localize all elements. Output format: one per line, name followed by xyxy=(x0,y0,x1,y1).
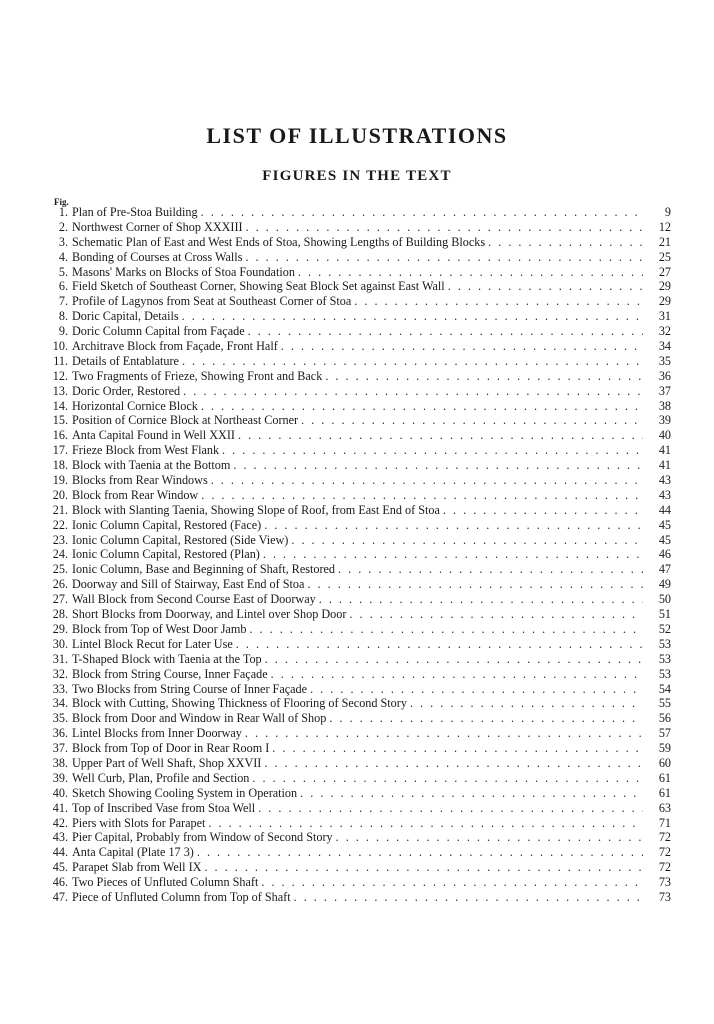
figure-entry xyxy=(46,547,671,562)
figure-page-number: 53 xyxy=(658,666,671,681)
figure-entry xyxy=(46,696,671,711)
figure-number: 13. xyxy=(52,383,68,398)
figure-number: 32. xyxy=(52,666,68,681)
figure-number: 3. xyxy=(58,234,68,249)
figure-entry xyxy=(46,324,671,339)
figure-title: Masons' Marks on Blocks of Stoa Foundation xyxy=(72,264,295,279)
figure-entry xyxy=(46,294,671,309)
figure-title: Piers with Slots for Parapet xyxy=(72,815,206,830)
figure-title: Anta Capital (Plate 17 3) xyxy=(72,845,194,860)
dot-leader xyxy=(248,324,643,339)
figure-page-number: 29 xyxy=(658,294,671,309)
figure-title: Two Fragments of Frieze, Showing Front and Back xyxy=(72,368,323,383)
figure-page-number: 45 xyxy=(658,517,671,532)
figure-number: 37. xyxy=(52,741,68,756)
figure-page-number: 44 xyxy=(658,502,671,517)
figure-number: 20. xyxy=(52,487,68,502)
dot-leader xyxy=(443,503,643,518)
figure-title: Northwest Corner of Shop XXXIII xyxy=(72,219,243,234)
dot-leader xyxy=(307,577,643,592)
dot-leader xyxy=(238,428,643,443)
figure-page-number: 61 xyxy=(658,785,671,800)
figure-title: Schematic Plan of East and West Ends of Stoa, Showing Lengths of Building Blocks xyxy=(72,234,486,249)
figure-page-number: 57 xyxy=(658,726,671,741)
figure-entry xyxy=(46,890,671,905)
figure-title: Two Pieces of Unfluted Column Shaft xyxy=(72,875,259,890)
figure-entry xyxy=(46,682,671,697)
dot-leader xyxy=(201,399,643,414)
figure-page-number: 60 xyxy=(658,755,671,770)
figure-title: Frieze Block from West Flank xyxy=(72,443,220,458)
figure-entry xyxy=(46,711,671,726)
dot-leader xyxy=(319,592,643,607)
figure-page-number: 72 xyxy=(658,830,671,845)
figure-entry xyxy=(46,413,671,428)
dot-leader xyxy=(233,458,643,473)
figure-page-number: 38 xyxy=(658,398,671,413)
figure-page-number: 49 xyxy=(658,577,671,592)
figure-number: 46. xyxy=(52,875,68,890)
figure-title: Upper Part of Well Shaft, Shop XXVII xyxy=(72,755,262,770)
figure-title: Top of Inscribed Vase from Stoa Well xyxy=(72,800,256,815)
dot-leader xyxy=(211,473,643,488)
dot-leader xyxy=(261,875,643,890)
figure-page-number: 21 xyxy=(658,234,671,249)
figure-number: 44. xyxy=(52,845,68,860)
figure-page-number: 53 xyxy=(658,636,671,651)
figure-number: 15. xyxy=(52,413,68,428)
figure-title: Anta Capital Found in Well XXII xyxy=(72,428,235,443)
page-title: LIST OF ILLUSTRATIONS xyxy=(206,123,508,148)
figure-entry xyxy=(46,607,671,622)
figure-page-number: 37 xyxy=(658,383,671,398)
figure-title: Parapet Slab from Well IX xyxy=(72,860,202,875)
figure-number: 26. xyxy=(52,577,68,592)
figure-number: 14. xyxy=(52,398,68,413)
figure-entry xyxy=(46,637,671,652)
figure-number: 1. xyxy=(58,205,68,219)
dot-leader xyxy=(208,816,643,831)
figure-entry xyxy=(46,816,671,831)
figure-entry xyxy=(46,726,671,741)
figure-entry xyxy=(46,577,671,592)
figure-number: 41. xyxy=(52,800,68,815)
dot-leader xyxy=(245,250,643,265)
figure-number: 38. xyxy=(52,755,68,770)
figure-entry xyxy=(46,384,671,399)
figure-number: 47. xyxy=(52,889,68,904)
dot-leader xyxy=(300,786,643,801)
figure-entry xyxy=(46,339,671,354)
figure-number: 25. xyxy=(52,562,68,577)
figure-page-number: 25 xyxy=(658,249,671,264)
figure-number: 22. xyxy=(52,517,68,532)
figure-title: Details of Entablature xyxy=(72,353,179,368)
figure-entry xyxy=(46,354,671,369)
dot-leader xyxy=(245,726,643,741)
figure-entry xyxy=(46,562,671,577)
dot-leader xyxy=(291,533,643,548)
figure-page-number: 50 xyxy=(658,592,671,607)
figure-page-number: 46 xyxy=(658,547,671,562)
figure-title: Block from String Course, Inner Façade xyxy=(72,666,268,681)
figure-page-number: 35 xyxy=(658,353,671,368)
dot-leader xyxy=(298,265,643,280)
figure-number: 6. xyxy=(58,279,68,294)
figure-title: Doric Capital, Details xyxy=(72,309,179,324)
figure-number: 34. xyxy=(52,696,68,711)
figure-entry xyxy=(46,503,671,518)
dot-leader xyxy=(204,860,643,875)
dot-leader xyxy=(182,309,643,324)
figure-entry xyxy=(46,741,671,756)
figure-entry xyxy=(46,235,671,250)
figure-number: 39. xyxy=(52,770,68,785)
dot-leader xyxy=(182,354,643,369)
figure-entry xyxy=(46,488,671,503)
figure-number: 24. xyxy=(52,547,68,562)
figure-title: Ionic Column Capital, Restored (Side View) xyxy=(72,532,289,547)
figure-entry xyxy=(46,786,671,801)
figure-title: Plan of Pre-Stoa Building xyxy=(72,205,198,219)
dot-leader xyxy=(222,443,643,458)
figure-title: Doric Order, Restored xyxy=(72,383,181,398)
figure-number: 31. xyxy=(52,651,68,666)
figure-page-number: 54 xyxy=(658,681,671,696)
figure-title: Block from Top of Door in Rear Room I xyxy=(72,741,270,756)
figure-number: 43. xyxy=(52,830,68,845)
figure-page-number: 55 xyxy=(658,696,671,711)
dot-leader xyxy=(264,518,643,533)
figure-title: Block with Taenia at the Bottom xyxy=(72,458,231,473)
figure-number: 23. xyxy=(52,532,68,547)
dot-leader xyxy=(336,830,643,845)
figure-entry xyxy=(46,518,671,533)
figure-number: 21. xyxy=(52,502,68,517)
figure-number: 45. xyxy=(52,860,68,875)
figure-entry xyxy=(46,279,671,294)
figure-number: 16. xyxy=(52,428,68,443)
figure-entry xyxy=(46,875,671,890)
figure-title: Blocks from Rear Windows xyxy=(72,473,208,488)
figure-title: Bonding of Courses at Cross Walls xyxy=(72,249,243,264)
figure-entry xyxy=(46,473,671,488)
figure-title: Pier Capital, Probably from Window of Second Story xyxy=(72,830,333,845)
dot-leader xyxy=(354,294,643,309)
figure-number: 17. xyxy=(52,443,68,458)
figure-number: 36. xyxy=(52,726,68,741)
figure-page-number: 40 xyxy=(658,428,671,443)
figure-page-number: 47 xyxy=(658,562,671,577)
figure-title: Position of Cornice Block at Northeast Corner xyxy=(72,413,299,428)
figure-page-number: 73 xyxy=(658,889,671,904)
figure-entry xyxy=(46,592,671,607)
dot-leader xyxy=(301,413,643,428)
figure-page-number: 29 xyxy=(658,279,671,294)
figure-number: 18. xyxy=(52,458,68,473)
figure-title: Block from Rear Window xyxy=(72,487,199,502)
figure-title: Ionic Column Capital, Restored (Plan) xyxy=(72,547,260,562)
figure-page-number: 53 xyxy=(658,651,671,666)
dot-leader xyxy=(265,652,643,667)
figure-page-number: 51 xyxy=(658,607,671,622)
figure-title: Block with Slanting Taenia, Showing Slope of Roof, from East End of Stoa xyxy=(72,502,440,517)
figure-number: 27. xyxy=(52,592,68,607)
figure-entry xyxy=(46,771,671,786)
dot-leader xyxy=(272,741,643,756)
figure-entry xyxy=(46,443,671,458)
figure-number: 29. xyxy=(52,621,68,636)
dot-leader xyxy=(246,220,643,235)
figure-entry xyxy=(46,801,671,816)
dot-leader xyxy=(410,696,643,711)
figure-page-number: 41 xyxy=(658,458,671,473)
figure-page-number: 32 xyxy=(658,324,671,339)
figure-title: Piece of Unfluted Column from Top of Shaft xyxy=(72,889,291,904)
dot-leader xyxy=(236,637,643,652)
figure-entry xyxy=(46,667,671,682)
figure-number: 33. xyxy=(52,681,68,696)
figure-entry xyxy=(46,622,671,637)
figure-page-number: 45 xyxy=(658,532,671,547)
figure-title: Wall Block from Second Course East of Doorway xyxy=(72,592,316,607)
figure-page-number: 52 xyxy=(658,621,671,636)
figure-entry xyxy=(46,399,671,414)
figure-page-number: 12 xyxy=(658,219,671,234)
dot-leader xyxy=(310,682,643,697)
figure-number: 30. xyxy=(52,636,68,651)
figure-title: T-Shaped Block with Taenia at the Top xyxy=(72,651,262,666)
figure-number: 35. xyxy=(52,711,68,726)
figure-entry xyxy=(46,265,671,280)
dot-leader xyxy=(197,845,643,860)
figure-entry xyxy=(46,458,671,473)
figure-page-number: 63 xyxy=(658,800,671,815)
figure-page-number: 71 xyxy=(658,815,671,830)
dot-leader xyxy=(349,607,643,622)
figure-entry xyxy=(46,533,671,548)
figure-title: Lintel Blocks from Inner Doorway xyxy=(72,726,242,741)
figure-entry xyxy=(46,845,671,860)
dot-leader xyxy=(201,205,643,220)
figure-title: Field Sketch of Southeast Corner, Showing Seat Block Set against East Wall xyxy=(72,279,445,294)
figure-title: Architrave Block from Façade, Front Half xyxy=(72,339,278,354)
figure-entry xyxy=(46,309,671,324)
figure-page-number: 34 xyxy=(658,339,671,354)
figure-title: Well Curb, Plan, Profile and Section xyxy=(72,770,250,785)
figure-number: 42. xyxy=(52,815,68,830)
figure-entry xyxy=(46,860,671,875)
dot-leader xyxy=(201,488,643,503)
figure-title: Doric Column Capital from Façade xyxy=(72,324,245,339)
figure-entry xyxy=(46,369,671,384)
figure-entry xyxy=(46,428,671,443)
figure-title: Profile of Lagynos from Seat at Southeast Corner of Stoa xyxy=(72,294,352,309)
figure-entry xyxy=(46,756,671,771)
figure-page-number: 39 xyxy=(658,413,671,428)
dot-leader xyxy=(338,562,643,577)
dot-leader xyxy=(488,235,643,250)
figure-page-number: 43 xyxy=(658,473,671,488)
figure-page-number: 31 xyxy=(658,309,671,324)
figure-column-label: Fig. xyxy=(54,197,69,207)
figure-number: 19. xyxy=(52,473,68,488)
figure-entry xyxy=(46,205,671,220)
figure-entry xyxy=(46,652,671,667)
figure-page-number: 59 xyxy=(658,741,671,756)
dot-leader xyxy=(329,711,643,726)
figure-entry xyxy=(46,250,671,265)
figure-page-number: 36 xyxy=(658,368,671,383)
dot-leader xyxy=(183,384,643,399)
dot-leader xyxy=(325,369,643,384)
figure-title: Block from Door and Window in Rear Wall of Shop xyxy=(72,711,327,726)
figure-number: 5. xyxy=(58,264,68,279)
figure-list xyxy=(46,205,671,905)
figure-number: 28. xyxy=(52,607,68,622)
figure-page-number: 27 xyxy=(658,264,671,279)
figure-title: Ionic Column, Base and Beginning of Shaft, Restored xyxy=(72,562,336,577)
figure-number: 11. xyxy=(53,353,68,368)
dot-leader xyxy=(281,339,643,354)
figure-number: 8. xyxy=(58,309,68,324)
figure-page-number: 43 xyxy=(658,487,671,502)
figure-number: 10. xyxy=(52,339,68,354)
figure-title: Sketch Showing Cooling System in Operation xyxy=(72,785,298,800)
figure-page-number: 61 xyxy=(658,770,671,785)
dot-leader xyxy=(249,622,643,637)
figure-page-number: 72 xyxy=(658,845,671,860)
figure-title: Short Blocks from Doorway, and Lintel over Shop Door xyxy=(72,607,347,622)
figure-page-number: 72 xyxy=(658,860,671,875)
figure-number: 40. xyxy=(52,785,68,800)
figure-number: 9. xyxy=(58,324,68,339)
dot-leader xyxy=(264,756,643,771)
figure-title: Lintel Block Recut for Later Use xyxy=(72,636,233,651)
figure-page-number: 73 xyxy=(658,875,671,890)
figure-title: Doorway and Sill of Stairway, East End of Stoa xyxy=(72,577,305,592)
figure-page-number: 9 xyxy=(664,205,671,219)
dot-leader xyxy=(252,771,643,786)
figure-page-number: 41 xyxy=(658,443,671,458)
figure-entry xyxy=(46,220,671,235)
figure-number: 4. xyxy=(58,249,68,264)
section-heading: FIGURES IN THE TEXT xyxy=(262,168,452,184)
dot-leader xyxy=(294,890,643,905)
figure-title: Block with Cutting, Showing Thickness of Flooring of Second Story xyxy=(72,696,407,711)
figure-number: 7. xyxy=(58,294,68,309)
dot-leader xyxy=(258,801,643,816)
figure-title: Ionic Column Capital, Restored (Face) xyxy=(72,517,262,532)
figure-title: Two Blocks from String Course of Inner Façade xyxy=(72,681,308,696)
dot-leader xyxy=(448,279,643,294)
dot-leader xyxy=(271,667,643,682)
dot-leader xyxy=(263,547,643,562)
figure-number: 12. xyxy=(52,368,68,383)
figure-title: Horizontal Cornice Block xyxy=(72,398,198,413)
figure-page-number: 56 xyxy=(658,711,671,726)
figure-number: 2. xyxy=(58,219,68,234)
figure-title: Block from Top of West Door Jamb xyxy=(72,621,247,636)
figure-entry xyxy=(46,830,671,845)
